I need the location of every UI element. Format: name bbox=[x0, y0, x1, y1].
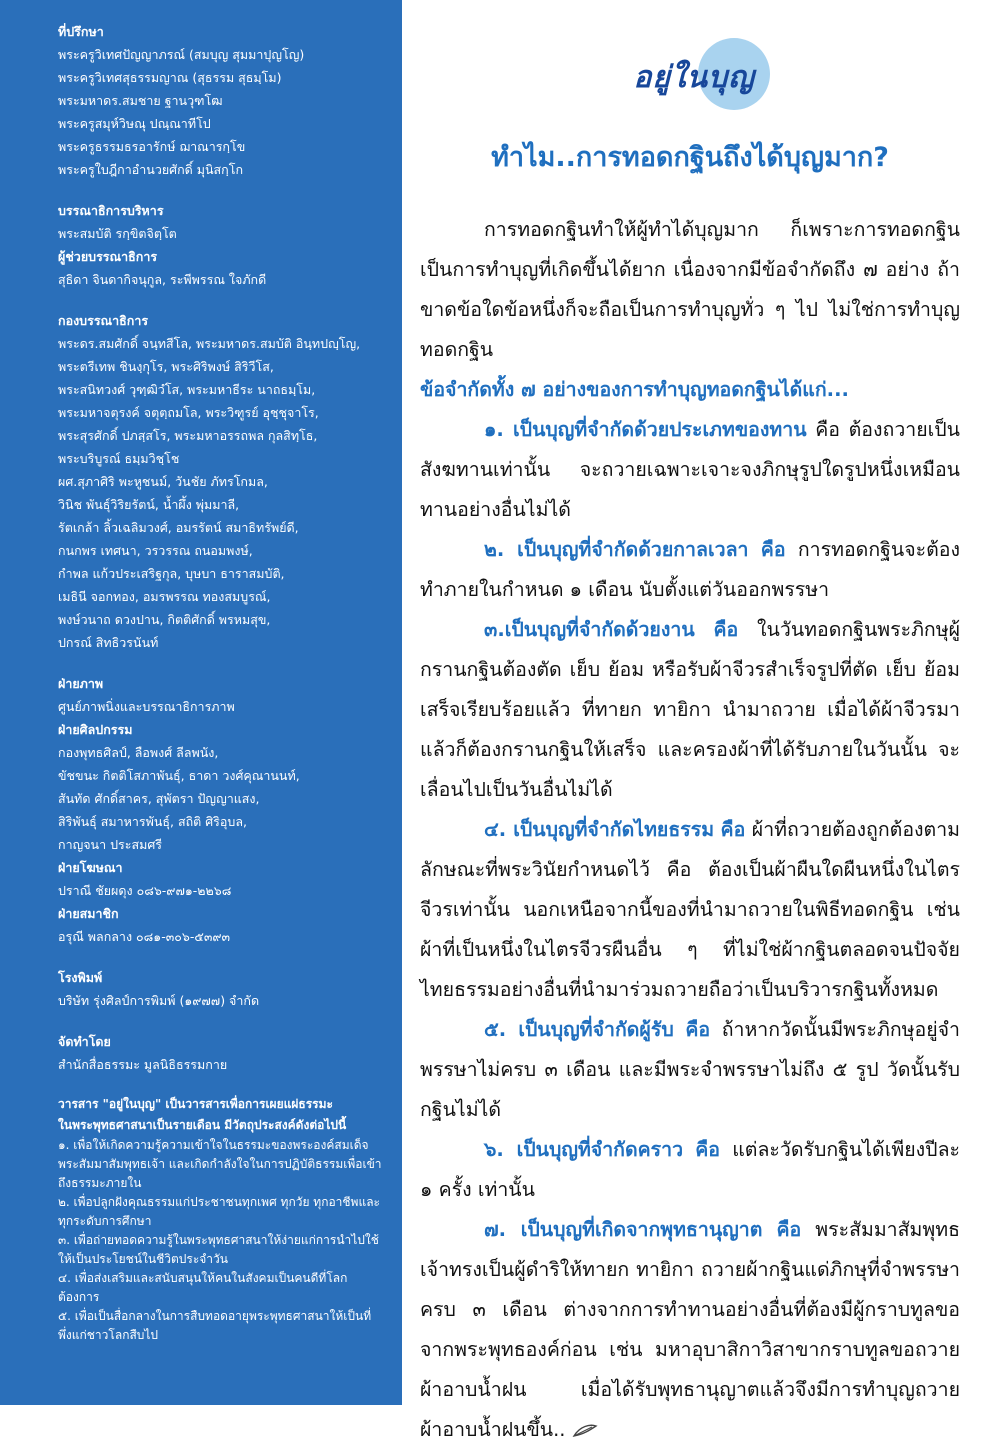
assistant-editor-names: สุธิดา จินดากิจนุกูล, ระพีพรรณ ใจภักดี bbox=[58, 272, 267, 287]
purpose-heading-line: ในพระพุทธศาสนาเป็นรายเดือน มีวัตถุประสงค์ดังต่อไปนี้ bbox=[58, 1118, 347, 1132]
editorial-board-line: กำพล แก้วประเสริฐกุล, บุษบา ธาราสมบัติ, bbox=[58, 566, 285, 581]
advisors-heading: ที่ปรึกษา bbox=[58, 24, 104, 39]
art-credit-line: สิริพันธุ์ สมาหารพันธุ์, สถิติ ศิริอุบล, bbox=[58, 814, 247, 829]
publisher-heading: จัดทำโดย bbox=[58, 1034, 111, 1049]
article-title: ทำไม..การทอดกฐินถึงได้บุญมาก? bbox=[491, 142, 889, 173]
purpose-item: ๒. เพื่อปลูกฝังคุณธรรมแก่ประชาชนทุกเพศ ทุกวัย ทุกอาชีพและทุกระดับการศึกษา bbox=[58, 1195, 380, 1228]
limitation-label: ๒. เป็นบุญที่จำกัดด้วยกาลเวลา bbox=[484, 538, 749, 561]
advisor-name: พระครูใบฎีกาอำนวยศักดิ์ มุนิสกฺโก bbox=[58, 162, 244, 177]
limitation-label: ๑. เป็นบุญที่จำกัดด้วยประเภทของทาน bbox=[484, 418, 807, 441]
limitation-kor: คือ bbox=[713, 618, 739, 641]
photo-credit: ศูนย์ภาพนิ่งและบรรณาธิการภาพ bbox=[58, 699, 235, 714]
members-heading: ฝ่ายสมาชิก bbox=[58, 906, 119, 921]
logo-text: อยู่ในบุญ bbox=[633, 60, 755, 95]
magazine-logo bbox=[610, 38, 778, 108]
art-credit-line: กองพุทธศิลป์, ลือพงศ์ ลีลพนัง, bbox=[58, 745, 219, 760]
art-heading: ฝ่ายศิลปกรรม bbox=[58, 722, 133, 737]
advertising-heading: ฝ่ายโฆษณา bbox=[58, 860, 123, 875]
publisher-name: สำนักสื่อธรรมะ มูลนิธิธรรมกาย bbox=[58, 1057, 228, 1072]
purpose-item: ๓. เพื่อถ่ายทอดความรู้ในพระพุทธศาสนาให้ง่ายแก่การนำไปใช้ให้เป็นประโยชน์ในชีวิตประจำวัน bbox=[58, 1233, 379, 1266]
art-credit-line: กาญจนา ประสมศรี bbox=[58, 837, 162, 852]
limitation-label: ๓.เป็นบุญที่จำกัดด้วยงาน bbox=[484, 618, 695, 641]
art-credit-line: ขัชขนะ กิตติโสภาพันธุ์, ธาดา วงศ์คุณานนท์, bbox=[58, 768, 300, 783]
advisor-name: พระครูวิเทศปัญญาภรณ์ (สมบุญ สุมมาปุญโญ) bbox=[58, 47, 305, 62]
purpose-item: ๔. เพื่อส่งเสริมและสนับสนุนให้คนในสังคมเป็นคนดีที่โลกต้องการ bbox=[58, 1271, 348, 1304]
editorial-board-line: พระบริบูรณ์ ธมฺมวิชฺโช bbox=[58, 451, 180, 466]
limitation-kor: คือ bbox=[776, 1218, 802, 1241]
limitation-label: ๔. เป็นบุญที่จำกัดไทยธรรม bbox=[484, 818, 715, 841]
advertising-contact: ปราณี ชัยผดุง ๐๘๖-๙๗๑-๒๒๖๘ bbox=[58, 883, 232, 898]
limitation-text: ต้องถวายเป็นสังฆทานเท่านั้น จะถวายเฉพาะเจาะจงภิกษุรูปใดรูปหนึ่งเหมือนทานอย่างอื่นไม่ได้ bbox=[420, 418, 961, 521]
limitation-text: ถ้าหากวัดนั้นมีพระภิกษุอยู่จำพรรษาไม่ครบ ๓ เดือน และมีพระจำพรรษาไม่ถึง ๕ รูป วัดนั้นรับกฐินไม่ได้ bbox=[420, 1018, 961, 1121]
masthead-sidebar bbox=[0, 0, 402, 1405]
editorial-board-line: วินิช พันธุ์วิริยรัตน์, น้ำผึ้ง พุ่มมาลี, bbox=[58, 497, 240, 512]
advisor-name: พระครูสมุห์วิษณุ ปณฺณาทีโป bbox=[58, 116, 211, 131]
editorial-board-line: ผศ.สุภาศิริ พะหูชนม์, วันชัย ภัทรโกมล, bbox=[58, 474, 268, 489]
assistant-editor-heading: ผู้ช่วยบรรณาธิการ bbox=[58, 249, 158, 264]
limitation-kor: คือ bbox=[815, 418, 840, 441]
editorial-board-line: เมธินี จอกทอง, อมรพรรณ ทองสมบูรณ์, bbox=[58, 589, 271, 604]
executive-editor-name: พระสมบัติ รกฺขิตจิตฺโต bbox=[58, 226, 177, 241]
printing-heading: โรงพิมพ์ bbox=[58, 970, 103, 985]
printing-company: บริษัท รุ่งศิลป์การพิมพ์ (๑๙๗๗) จำกัด bbox=[58, 993, 260, 1008]
limitation-kor: คือ bbox=[695, 1138, 721, 1161]
article bbox=[402, 0, 1000, 1441]
intro-paragraph: การทอดกฐินทำให้ผู้ทำได้บุญมาก ก็เพราะการทอดกฐินเป็นการทำบุญที่เกิดขึ้นได้ยาก เนื่องจากมีข้อจำกัดถึง ๗ อย่าง ถ้าขาดข้อใดข้อหนึ่งก็จะถือเป็นการทำบุญทั่ว ๆ ไป ไม่ใช่การทำบุญทอดกฐิน bbox=[420, 218, 960, 361]
members-contact: อรุณี พลกลาง ๐๘๑-๓๐๖-๕๓๙๓ bbox=[58, 929, 231, 944]
purpose-item: ๑. เพื่อให้เกิดความรู้ความเข้าใจในธรรมะของพระองค์สมเด็จพระสัมมาสัมพุทธเจ้า และเกิดกำลังใจในการปฏิบัติธรรมเพื่อเข้าถึงธรรมะภายใน bbox=[58, 1138, 382, 1190]
limitation-item bbox=[420, 1010, 960, 1130]
art-credit-line: สันทัด ศักดิ์สาคร, สุพัตรา ปัญญาแสง, bbox=[58, 791, 260, 806]
limitation-text: แต่ละวัดรับกฐินได้เพียงปีละ ๑ ครั้ง เท่านั้น bbox=[420, 1138, 960, 1201]
editorial-board-heading: กองบรรณาธิการ bbox=[58, 313, 149, 328]
limitations-subheading: ข้อจำกัดทั้ง ๗ อย่างของการทำบุญทอดกฐินได้แก่... bbox=[420, 378, 849, 401]
purpose-item: ๕. เพื่อเป็นสื่อกลางในการสืบทอดอายุพระพุทธศาสนาให้เป็นที่พึ่งแก่ชาวโลกสืบไป bbox=[58, 1309, 372, 1342]
limitation-kor: คือ bbox=[760, 538, 786, 561]
purpose-heading-line: วารสาร "อยู่ในบุญ" เป็นวารสารเพื่อการเผยแผ่ธรรมะ bbox=[58, 1097, 333, 1111]
limitation-item bbox=[420, 410, 960, 530]
limitation-item bbox=[420, 810, 960, 1010]
limitation-kor: คือ bbox=[720, 818, 746, 841]
limitation-text: ในวันทอดกฐินพระภิกษุผู้กรานกฐินต้องตัด เย็บ ย้อม หรือรับผ้าจีวรสำเร็จรูปที่ตัด เย็บ ย้อมเสร็จเรียบร้อยแล้ว ที่ทายก ทายิกา นำมาถวาย เมื่อได้ผ้าจีวรมาแล้วก็ต้องกรานกฐินให้เสร็จ และครองผ้าที่ได้รับภายในวันนั้น จะเลื่อนไปเป็นวันอื่นไม่ได้ bbox=[420, 618, 961, 801]
limitation-item bbox=[420, 1210, 960, 1450]
article-body bbox=[420, 210, 960, 1450]
editorial-board-line: พระสนิทวงศ์ วุฑฺฒิวํโส, พระมหาธีระ นาถธมฺโม, bbox=[58, 382, 316, 397]
advisor-name: พระครูวิเทศสุธรรมญาณ (สุธรรม สุธมฺโม) bbox=[58, 70, 282, 85]
editorial-board-line: พงษ์วนาถ ดวงปาน, กิตติศักดิ์ พรหมสุข, bbox=[58, 612, 271, 627]
end-leaf-icon bbox=[572, 1424, 598, 1438]
limitation-item bbox=[420, 530, 960, 610]
editorial-board-line: พระมหาจตุรงค์ จตุตฺถมโล, พระวิฑูรย์ อุชฺชุจาโร, bbox=[58, 405, 319, 420]
purpose-section bbox=[58, 1094, 382, 1345]
limitation-item bbox=[420, 1130, 960, 1210]
executive-editor-heading: บรรณาธิการบริหาร bbox=[58, 203, 164, 218]
editorial-board-line: พระตรีเทพ ชินงฺกุโร, พระศิริพงษ์ สิริวีโส, bbox=[58, 359, 274, 374]
editorial-board-line: พระดร.สมศักดิ์ จนฺทสีโล, พระมหาดร.สมบัติ อินฺทปญฺโญ, bbox=[58, 336, 361, 351]
limitation-label: ๕. เป็นบุญที่จำกัดผู้รับ bbox=[484, 1018, 674, 1041]
limitation-label: ๖. เป็นบุญที่จำกัดคราว bbox=[484, 1138, 684, 1161]
limitation-label: ๗. เป็นบุญที่เกิดจากพุทธานุญาต bbox=[484, 1218, 763, 1241]
limitation-text: การทอดกฐินจะต้องทำภายในกำหนด ๑ เดือน นับตั้งแต่วันออกพรรษา bbox=[420, 538, 961, 601]
limitation-kor: คือ bbox=[685, 1018, 711, 1041]
editorial-board-line: พระสุรศักดิ์ ปภสฺสโร, พระมหาอรรถพล กุลสิทฺโธ, bbox=[58, 428, 318, 443]
advisor-name: พระมหาดร.สมชาย ฐานวุฑโฒ bbox=[58, 93, 223, 108]
limitation-text: ผ้าที่ถวายต้องถูกต้องตามลักษณะที่พระวินัยกำหนดไว้ คือ ต้องเป็นผ้าผืนใดผืนหนึ่งในไตรจีวรเท่านั้น นอกเหนือจากนี้ของที่นำมาถวายในพิธีทอดกฐิน เช่น ผ้าที่เป็นหนึ่งในไตรจีวรผืนอื่น ๆ ที่ไม่ใช่ผ้ากฐินตลอดจนปัจจัยไทยธรรมอย่างอื่นที่นำมาร่วมถวายถือว่าเป็นบริวารกฐินทั้งหมด bbox=[420, 818, 961, 1001]
limitation-item bbox=[420, 610, 960, 810]
editorial-board-line: รัตเกล้า ลิ้วเฉลิมวงศ์, อมรรัตน์ สมาธิทรัพย์ดี, bbox=[58, 520, 299, 535]
editorial-board-line: กนกพร เทศนา, วรวรรณ ถนอมพงษ์, bbox=[58, 543, 253, 558]
limitation-text: พระสัมมาสัมพุทธเจ้าทรงเป็นผู้ดำริให้ทายก ทายิกา ถวายผ้ากฐินแด่ภิกษุที่จำพรรษาครบ ๓ เดือน ต่างจากการทำทานอย่างอื่นที่ต้องมีผู้กราบทูลขอจากพระพุทธองค์ก่อน เช่น มหาอุบาสิกาวิสาขากราบทูลขอถวายผ้าอาบน้ำฝน เมื่อได้รับพุทธานุญาตแล้วจึงมีการทำบุญถวายผ้าอาบน้ำฝนขึ้น.. bbox=[420, 1218, 960, 1441]
advisor-name: พระครูธรรมธรอารักษ์ ฌาณารกฺโข bbox=[58, 139, 246, 154]
photo-heading: ฝ่ายภาพ bbox=[58, 676, 104, 691]
editorial-board-line: ปกรณ์ สิทธิวรนันท์ bbox=[58, 635, 159, 650]
